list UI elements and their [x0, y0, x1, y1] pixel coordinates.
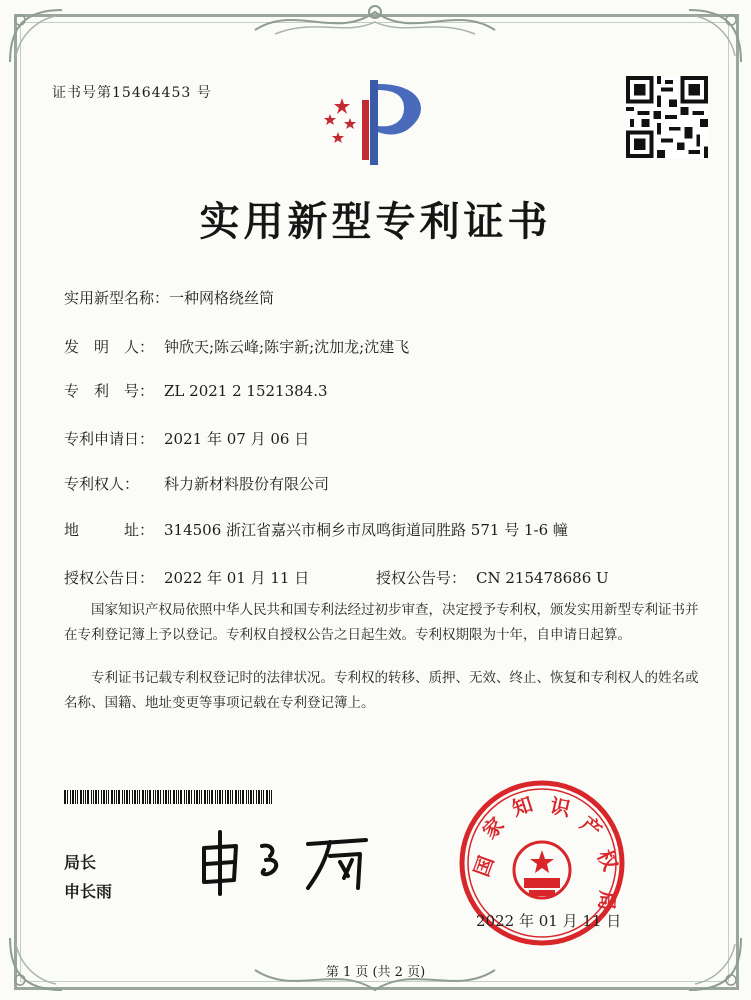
address-row: [64, 519, 568, 540]
filing-date-value: 2021 年 07 月 06 日: [164, 430, 310, 448]
page-number: 第 1 页 (共 2 页): [325, 965, 426, 980]
patentee-label: 专利权人：: [64, 475, 140, 493]
barcode-icon: [64, 790, 274, 804]
director-name: 申长雨: [64, 882, 113, 901]
grant-number-row: [376, 567, 609, 588]
patent-number-label: 专 利 号：: [64, 382, 155, 400]
cnipa-logo-icon: [312, 70, 442, 170]
grant-date-label: 授权公告日：: [64, 569, 155, 587]
svg-text:知: 知: [509, 791, 536, 821]
certificate-number-value: 15464453: [112, 85, 192, 101]
certificate-number: [52, 82, 212, 102]
inventors-value: 钟欣天;陈云峰;陈宇新;沈加龙;沈建飞: [164, 338, 410, 356]
svg-text:识: 识: [547, 793, 573, 822]
certificate-number-suffix: 号: [196, 85, 212, 101]
statement-paragraph: 国家知识产权局依照中华人民共和国专利法经过初步审查，决定授予专利权，颁发实用新型专利证书并在专利登记簿上予以登记。专利权自授权公告之日起生效。专利权期限为十年，自申请日起算。: [64, 602, 699, 643]
top-ornament-icon: [245, 0, 505, 44]
patentee-row: [64, 473, 329, 494]
utility-name-value: 一种网格绕丝筒: [169, 289, 275, 307]
statement-paragraph: 专利证书记载专利权登记时的法律状况。专利权的转移、质押、无效、终止、恢复和专利权人的姓名或名称、国籍、地址变更等事项记载在专利登记簿上。: [64, 670, 699, 711]
patent-number-row: [64, 380, 328, 401]
corner-ornament-icon: [685, 6, 745, 66]
corner-ornament-icon: [6, 6, 66, 66]
certificate-number-label: 证书号第: [52, 85, 112, 101]
grant-number-label: 授权公告号：: [376, 569, 467, 587]
filing-date-row: [64, 428, 309, 449]
address-label: 地 址：: [64, 521, 155, 539]
director-title: 局长: [64, 853, 97, 872]
patentee-value: 科力新材料股份有限公司: [164, 475, 330, 493]
inventors-label: 发 明 人：: [64, 338, 155, 356]
grant-date-row: [64, 567, 309, 588]
grant-number-value: CN 215478686 U: [476, 569, 609, 587]
certificate-title: 实用新型专利证书: [199, 198, 552, 245]
svg-text:局: 局: [594, 889, 620, 912]
svg-text:产: 产: [575, 811, 607, 843]
address-value: 314506 浙江省嘉兴市桐乡市凤鸣街道同胜路 571 号 1-6 幢: [164, 521, 568, 539]
svg-text:国: 国: [469, 852, 499, 880]
patent-number-value: ZL 2021 2 1521384.3: [164, 382, 328, 400]
utility-name-label: 实用新型名称：: [64, 289, 170, 307]
svg-text:家: 家: [477, 812, 509, 844]
qr-code-icon: [626, 76, 708, 158]
svg-text:权: 权: [592, 845, 623, 875]
seal-date: 2022 年 01 月 11 日: [476, 912, 622, 930]
utility-name-row: [64, 287, 274, 308]
filing-date-label: 专利申请日：: [64, 430, 155, 448]
handwritten-signature-icon: [190, 826, 390, 896]
inventors-row: [64, 336, 409, 357]
grant-date-value: 2022 年 01 月 11 日: [164, 569, 310, 587]
